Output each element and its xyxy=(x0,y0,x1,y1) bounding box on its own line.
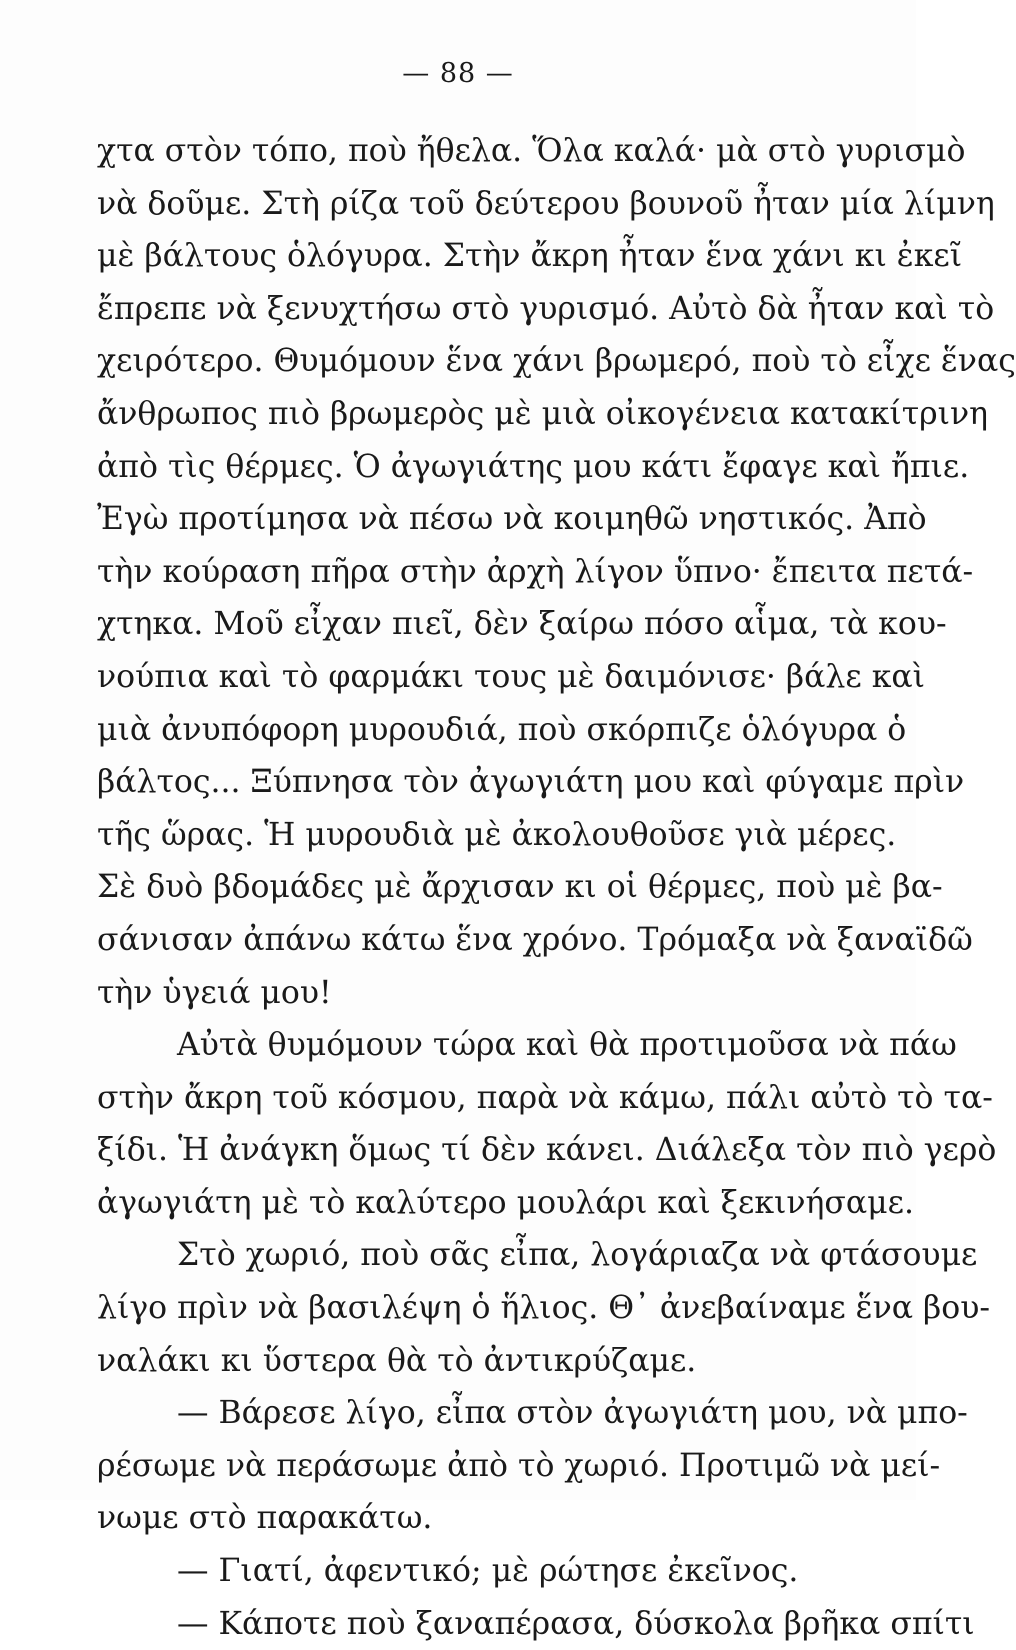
text-line: — Κάποτε ποὺ ξαναπέρασα, δύσκολα βρῆκα σπίτι xyxy=(177,1605,975,1642)
text-line: στὴν ἄκρη τοῦ κόσμου, παρὰ νὰ κάμω, πάλι αὐτὸ τὸ τα- xyxy=(97,1079,993,1116)
text-line: χτηκα. Μοῦ εἶχαν πιεῖ, δὲν ξαίρω πόσο αἷμα, τὰ κου- xyxy=(97,606,947,643)
text-line: μὲ βάλτους ὁλόγυρα. Στὴν ἄκρη ἦταν ἕνα χάνι κι ἐκεῖ xyxy=(97,238,963,275)
page-number: — 88 — xyxy=(402,58,514,89)
text-line: βάλτος... Ξύπνησα τὸν ἀγωγιάτη μου καὶ φύγαμε πρὶν xyxy=(97,764,965,801)
text-line: μιὰ ἀνυπόφορη μυρουδιά, ποὺ σκόρπιζε ὁλόγυρα ὁ xyxy=(97,711,907,748)
text-line: χειρότερο. Θυμόμουν ἕνα χάνι βρωμερό, ποὺ τὸ εἶχε ἕνας xyxy=(97,343,1016,380)
text-line: τὴν ὑγειά μου! xyxy=(97,974,332,1011)
text-line: Ἐγὼ προτίμησα νὰ πέσω νὰ κοιμηθῶ νηστικός. Ἀπὸ xyxy=(97,501,927,538)
text-line: ξίδι. Ἡ ἀνάγκη ὅμως τί δὲν κάνει. Διάλεξα τὸν πιὸ γερὸ xyxy=(97,1132,997,1169)
text-line: Σὲ δυὸ βδομάδες μὲ ἄρχισαν κι οἱ θέρμες, ποὺ μὲ βα- xyxy=(97,869,943,906)
text-line: ἀπὸ τὶς θέρμες. Ὁ ἀγωγιάτης μου κάτι ἔφαγε καὶ ἤπιε. xyxy=(97,448,970,485)
text-line: ἄνθρωπος πιὸ βρωμερὸς μὲ μιὰ οἰκογένεια κατακίτρινη xyxy=(97,395,989,432)
text-line: χτα στὸν τόπο, ποὺ ἤθελα. Ὅλα καλά· μὰ στὸ γυρισμὸ xyxy=(97,133,966,169)
text-line: Αὐτὰ θυμόμουν τώρα καὶ θὰ προτιμοῦσα νὰ πάω xyxy=(177,1027,957,1064)
text-line: σάνισαν ἀπάνω κάτω ἕνα χρόνο. Τρόμαξα νὰ ξαναϊδῶ xyxy=(97,921,973,958)
text-line: Στὸ χωριό, ποὺ σᾶς εἶπα, λογάριαζα νὰ φτάσουμε xyxy=(177,1237,978,1274)
text-line: νούπια καὶ τὸ φαρμάκι τους μὲ δαιμόνισε· βάλε καὶ xyxy=(97,658,926,695)
text-line: νὰ δοῦμε. Στὴ ρίζα τοῦ δεύτερου βουνοῦ ἦταν μία λίμνη xyxy=(97,185,995,222)
text-line: τὴν κούραση πῆρα στὴν ἀρχὴ λίγον ὕπνο· ἔπειτα πετά- xyxy=(97,553,974,590)
text-line: λίγο πρὶν νὰ βασιλέψη ὁ ἥλιος. Θ᾿ ἀνεβαίναμε ἕνα βου- xyxy=(97,1290,990,1327)
text-line: ἀγωγιάτη μὲ τὸ καλύτερο μουλάρι καὶ ξεκινήσαμε. xyxy=(97,1184,914,1221)
text-line: — Γιατί, ἀφεντικό; μὲ ρώτησε ἐκεῖνος. xyxy=(177,1553,799,1590)
body-text xyxy=(97,125,1016,1650)
text-line: ναλάκι κι ὕστερα θὰ τὸ ἀντικρύζαμε. xyxy=(97,1342,697,1379)
text-line: ρέσωμε νὰ περάσωμε ἀπὸ τὸ χωριό. Προτιμῶ νὰ μεί- xyxy=(97,1447,941,1484)
text-line: τῆς ὥρας. Ἡ μυρουδιὰ μὲ ἀκολουθοῦσε γιὰ μέρες. xyxy=(97,816,897,853)
text-line: — Βάρεσε λίγο, εἶπα στὸν ἀγωγιάτη μου, νὰ μπο- xyxy=(177,1395,968,1432)
text-line: νωμε στὸ παρακάτω. xyxy=(97,1500,433,1537)
text-line: ἔπρεπε νὰ ξενυχτήσω στὸ γυρισμό. Αὐτὸ δὰ ἦταν καὶ τὸ xyxy=(97,290,995,327)
